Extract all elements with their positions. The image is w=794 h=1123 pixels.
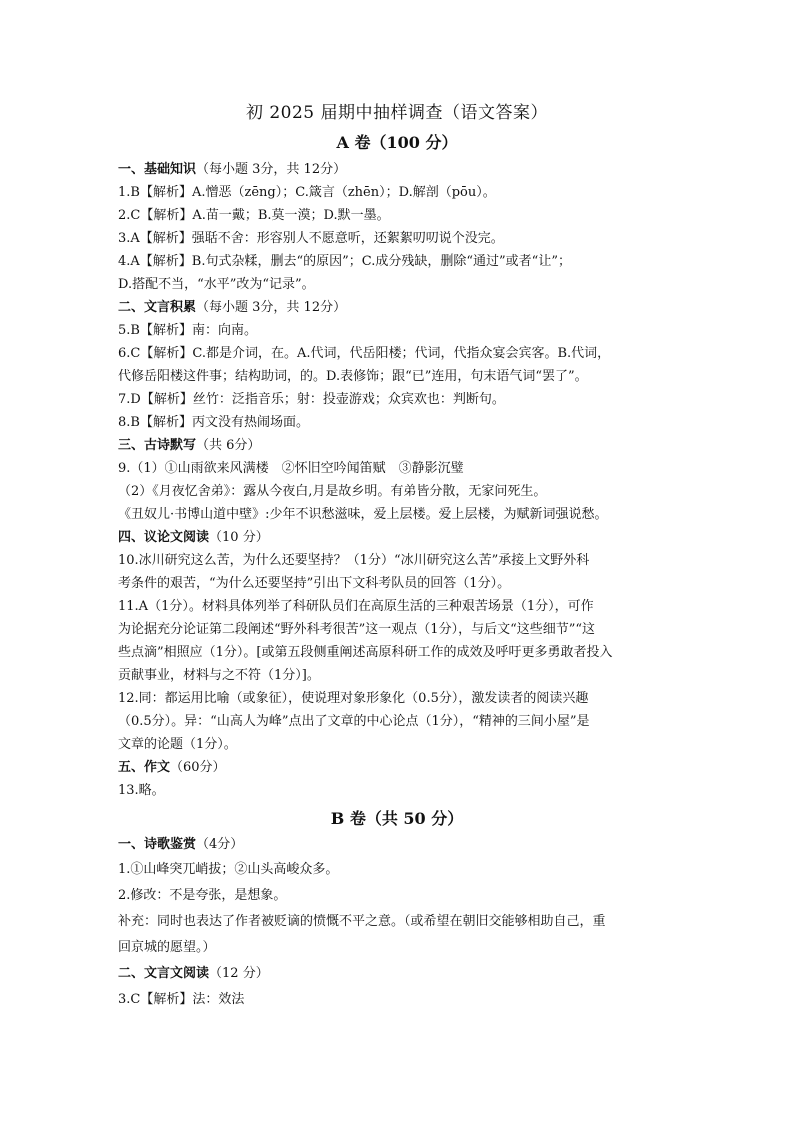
answer-line: 2.修改：不是夸张，是想象。 (118, 888, 287, 903)
section-title: 三、古诗默写 (118, 438, 197, 453)
answer-line: 9.（1）①山雨欲来风满楼 ②怀旧空吟闻笛赋 ③静影沉璧 (118, 461, 464, 476)
section-score: （12 分） (209, 966, 269, 981)
section-title: 二、文言积累 (118, 300, 197, 315)
answer-line: 10.冰川研究这么苦，为什么还要坚持？（1分）“冰川研究这么苦”承接上文野外科 (118, 553, 590, 568)
answer-line: 8.B【解析】丙文没有热闹场面。 (118, 415, 309, 430)
section-score: （每小题 3分，共 12分） (196, 300, 347, 315)
answer-line: 贡献事业，材料与之不符（1分）]。 (118, 668, 320, 683)
volume-b-heading: B 卷（共 50 分） (330, 809, 464, 828)
answer-line: 2.C【解析】A.苗一戴；B.莫一漠；D.默一墨。 (118, 208, 390, 223)
page-title: 初 2025 届期中抽样调查（语文答案） (245, 103, 549, 123)
answer-line: 12.同：都运用比喻（或象征），使说理对象形象化（0.5分），激发读者的阅读兴趣 (118, 691, 589, 706)
answer-line: 11.A（1分）。材料具体列举了科研队员们在高原生活的三种艰苦场景（1分），可作 (118, 599, 594, 614)
section-heading (118, 298, 678, 318)
answer-line: 1.①山峰突兀峭拔；②山头高峻众多。 (118, 862, 339, 877)
section-score: （10 分） (209, 530, 269, 545)
answer-line: 补充：同时也表达了作者被贬谪的愤慨不平之意。（或希望在朝旧交能够相助自己，重 (118, 914, 606, 929)
answer-line: 3.C【解析】法：效法 (118, 992, 245, 1007)
section-heading (118, 758, 678, 778)
answer-line: 考条件的艰苦，“为什么还要坚持”引出下文科考队员的回答（1分）。 (118, 576, 511, 591)
section-title: 五、作文 (118, 760, 171, 775)
answer-line: 为论据充分论证第二段阐述“野外科考很苦”这一观点（1分），与后文“这些细节”“这 (118, 622, 596, 637)
section-heading (118, 835, 678, 855)
answer-line: 1.B【解析】A.憎恶（zēng）；C.箴言（zhēn）；D.解剖（pōu）。 (118, 185, 496, 200)
section-heading (118, 528, 678, 548)
answer-line: 6.C【解析】C.都是介词，在。A.代词，代岳阳楼；代词，代指众宴会宾客。B.代词， (118, 346, 611, 361)
section-score: （4分） (196, 837, 244, 852)
answer-line: 文章的论题（1分）。 (118, 737, 237, 752)
answer-line: （0.5分）。异：“山高人为峰”点出了文章的中心论点（1分），“精神的三间小屋”是 (118, 714, 590, 729)
answer-line: 《丑奴儿·书博山道中壁》:少年不识愁滋味，爱上层楼。爱上层楼，为赋新词强说愁。 (118, 507, 608, 522)
section-title: 一、基础知识 (118, 162, 197, 177)
section-title: 二、文言文阅读 (118, 966, 210, 981)
answer-line: 7.D【解析】丝竹：泛指音乐；射：投壶游戏；众宾欢也：判断句。 (118, 392, 505, 407)
section-score: （每小题 3分，共 12分） (196, 162, 347, 177)
section-heading (118, 160, 678, 180)
answer-line: （2）《月夜忆舍弟》：露从今夜白,月是故乡明。有弟皆分散，无家问死生。 (118, 484, 547, 499)
section-score: （共 6分） (196, 438, 261, 453)
section-title: 四、议论文阅读 (118, 530, 210, 545)
answer-line: 代修岳阳楼这件事；结构助词，的。D.表修饰；跟“已”连用，句末语气词“罢了”。 (118, 369, 588, 384)
answer-line: D.搭配不当，“水平”改为“记录”。 (118, 277, 315, 292)
section-heading (118, 964, 678, 984)
volume-a-heading: A 卷（100 分） (336, 133, 458, 152)
answer-line: 5.B【解析】南：向南。 (118, 323, 257, 338)
answer-line: 4.A【解析】B.句式杂糅，删去“的原因”；C.成分残缺，删除“通过”或者“让”； (118, 254, 571, 269)
section-score: （60分） (170, 760, 226, 775)
section-title: 一、诗歌鉴赏 (118, 837, 197, 852)
answer-line: 13.略。 (118, 783, 165, 798)
answer-line: 些点滴”相照应（1分）。[或第五段侧重阐述高原科研工作的成效及呼吁更多勇敢者投入 (118, 645, 613, 660)
section-heading (118, 436, 678, 456)
answer-line: 3.A【解析】强聒不舍：形容别人不愿意听，还絮絮叨叨说个没完。 (118, 231, 504, 246)
answer-line: 回京城的愿望。） (118, 940, 216, 955)
